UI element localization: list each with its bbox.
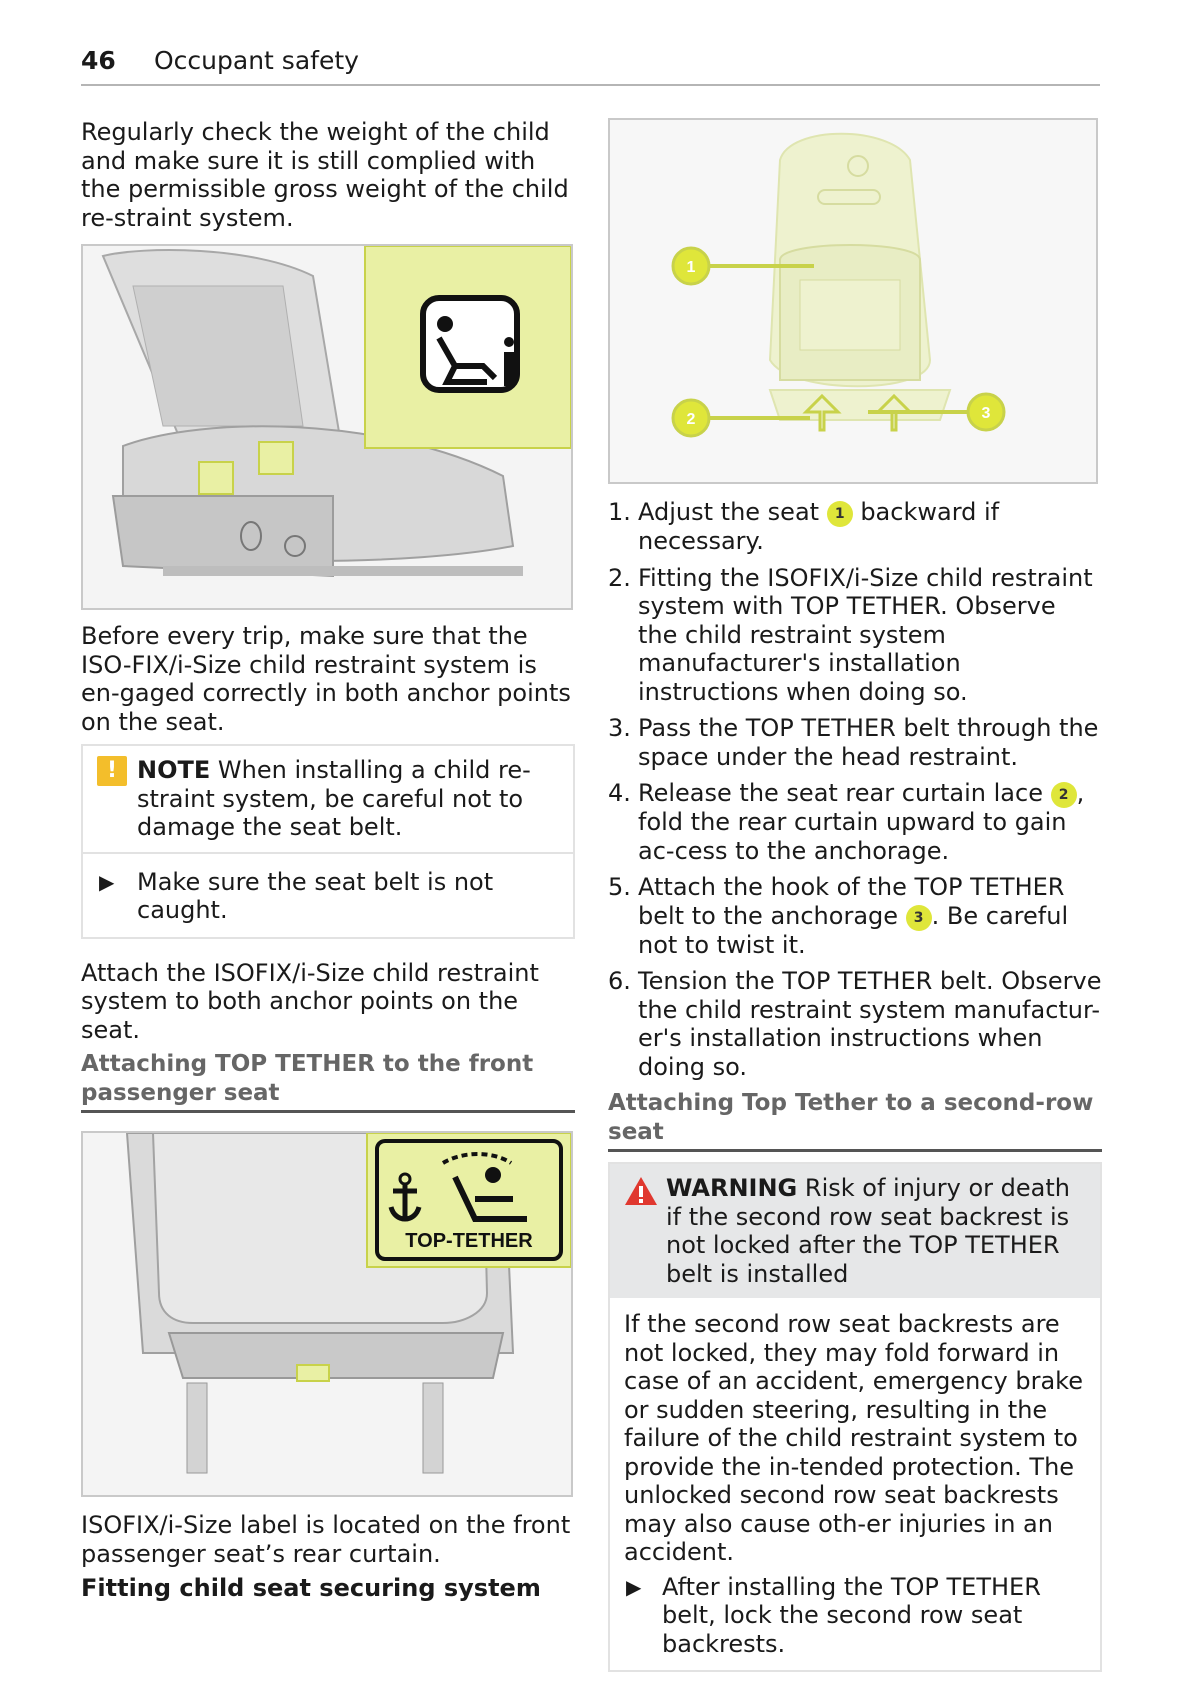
warning-label: WARNING xyxy=(666,1174,798,1202)
intro-paragraph: Regularly check the weight of the child and make sure it is still complied with the permissible gross weight of the child re-straint system. xyxy=(81,118,569,232)
warning-triangle-icon xyxy=(624,1176,658,1206)
step-number: 5. xyxy=(608,873,631,901)
note-header xyxy=(83,746,573,854)
step-text: Fitting the ISOFIX/i-Size child restraint system with TOP TETHER. Observe the child restraint system manufacturer's installation instructions when doing so. xyxy=(638,563,1093,706)
step-text: Adjust the seat xyxy=(638,498,827,526)
warning-text: Risk of injury or death if the second row seat backrest is not locked after the TOP TETHER belt is installed xyxy=(666,1174,1070,1288)
step-number: 6. xyxy=(608,967,631,995)
warning-action-text: After installing the TOP TETHER belt, lock the second row seat backrests. xyxy=(662,1572,1041,1658)
figure-callout-1: 1 xyxy=(686,259,696,276)
seat-illustration xyxy=(83,246,571,608)
rear-seat-illustration xyxy=(610,120,1096,482)
note-text: When installing a child re-straint system, be careful not to damage the seat belt. xyxy=(137,756,531,841)
step-number: 1. xyxy=(608,498,631,526)
step-item xyxy=(608,967,1102,1081)
note-action-text: Make sure the seat belt is not caught. xyxy=(137,867,494,924)
step-text: Tension the TOP TETHER belt. Observe the child restraint system manufactur-er's installation instructions when doing so. xyxy=(638,967,1102,1081)
note-icon: ! xyxy=(97,756,127,786)
seat-back-illustration xyxy=(83,1133,571,1495)
isofix-seat-figure xyxy=(81,244,573,610)
steps-list xyxy=(608,498,1102,1081)
warning-header xyxy=(610,1164,1100,1298)
warning-box xyxy=(608,1162,1102,1672)
before-trip-paragraph: Before every trip, make sure that the ISO-FIX/i-Size child restraint system is en-gaged correctly in both anchor points on the seat. xyxy=(81,622,571,736)
warning-action xyxy=(624,1573,1086,1659)
figure-callout-3: 3 xyxy=(981,405,991,422)
step-item xyxy=(608,873,1102,959)
step-number: 2. xyxy=(608,563,631,592)
figure-callout-2: 2 xyxy=(686,411,696,428)
note-box xyxy=(81,744,575,939)
warning-body-text: If the second row seat backrests are not locked, they may fold forward in case of an accident, emergency brake or sudden steering, resulting in the failure of the child restraint system to provide the in-tended protection. The unlocked second row seat backrests may also cause oth-er injuries in an accident. xyxy=(624,1310,1083,1566)
arrow-right-icon: ▶ xyxy=(99,869,115,894)
callout-badge: 3 xyxy=(906,905,932,931)
warning-body xyxy=(610,1298,1100,1670)
step-item xyxy=(608,564,1102,707)
callout-badge: 1 xyxy=(827,501,853,527)
step-text: Release the seat rear curtain lace xyxy=(638,779,1051,807)
arrow-right-icon: ▶ xyxy=(626,1574,642,1599)
step-text-cont: , fold the rear curtain upward to gain ac-cess to the anchorage. xyxy=(638,779,1085,865)
page-header xyxy=(81,44,1100,86)
top-tether-figure-label: TOP-TETHER xyxy=(405,1230,533,1252)
step-text-cont: . Be careful not to twist it. xyxy=(638,901,1069,959)
subheading-front-passenger: Attaching TOP TETHER to the front passenger seat xyxy=(81,1050,575,1113)
fitting-heading: Fitting child seat securing system xyxy=(81,1574,541,1602)
step-item xyxy=(608,779,1102,865)
right-column xyxy=(608,118,1102,1672)
note-action xyxy=(83,854,573,937)
step-text: Attach the hook of the TOP TETHER belt to the anchorage xyxy=(638,873,1065,930)
page-number: 46 xyxy=(81,46,116,75)
left-column xyxy=(81,118,575,1603)
attach-paragraph: Attach the ISOFIX/i-Size child restraint system to both anchor points on the seat. xyxy=(81,958,539,1044)
callout-badge: 2 xyxy=(1051,782,1077,808)
label-location-paragraph: ISOFIX/i-Size label is located on the front passenger seat’s rear curtain. xyxy=(81,1511,571,1568)
top-tether-seat-figure xyxy=(81,1131,573,1497)
step-number: 3. xyxy=(608,714,631,742)
section-title: Occupant safety xyxy=(154,46,359,75)
note-label: NOTE xyxy=(137,756,211,784)
rear-seat-figure xyxy=(608,118,1098,484)
step-number: 4. xyxy=(608,779,631,807)
step-text-cont: backward if necessary. xyxy=(638,498,1000,555)
step-item xyxy=(608,498,1102,556)
step-text: Pass the TOP TETHER belt through the space under the head restraint. xyxy=(638,714,1099,771)
step-item xyxy=(608,714,1102,771)
subheading-second-row: Attaching Top Tether to a second-row seat xyxy=(608,1089,1102,1152)
